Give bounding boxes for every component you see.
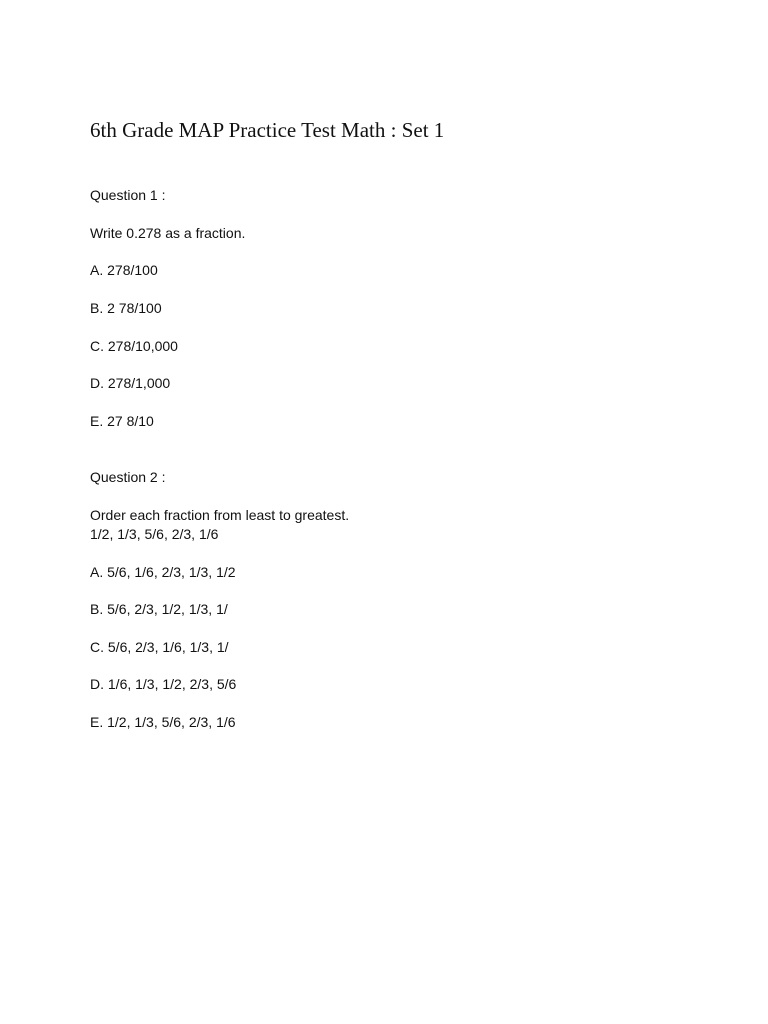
question-2-prompt: Order each fraction from least to greatest. xyxy=(90,507,350,523)
question-1-option-c: C. 278/10,000 xyxy=(90,338,178,354)
question-2-option-d: D. 1/6, 1/3, 1/2, 2/3, 5/6 xyxy=(90,676,237,692)
question-2-prompt-detail: 1/2, 1/3, 5/6, 2/3, 1/6 xyxy=(90,526,219,542)
question-2-option-e: E. 1/2, 1/3, 5/6, 2/3, 1/6 xyxy=(90,714,236,730)
question-1-prompt: Write 0.278 as a fraction. xyxy=(90,225,246,241)
question-1-heading: Question 1 : xyxy=(90,187,166,203)
question-2-heading: Question 2 : xyxy=(90,469,166,485)
question-1-option-b: B. 2 78/100 xyxy=(90,300,162,316)
question-1-option-a: A. 278/100 xyxy=(90,262,158,278)
question-2-option-a: A. 5/6, 1/6, 2/3, 1/3, 1/2 xyxy=(90,564,236,580)
question-1-option-e: E. 27 8/10 xyxy=(90,413,154,429)
question-2-option-c: C. 5/6, 2/3, 1/6, 1/3, 1/ xyxy=(90,639,229,655)
document-title: 6th Grade MAP Practice Test Math : Set 1 xyxy=(90,118,445,142)
question-1-option-d: D. 278/1,000 xyxy=(90,375,171,391)
question-2-option-b: B. 5/6, 2/3, 1/2, 1/3, 1/ xyxy=(90,601,228,617)
